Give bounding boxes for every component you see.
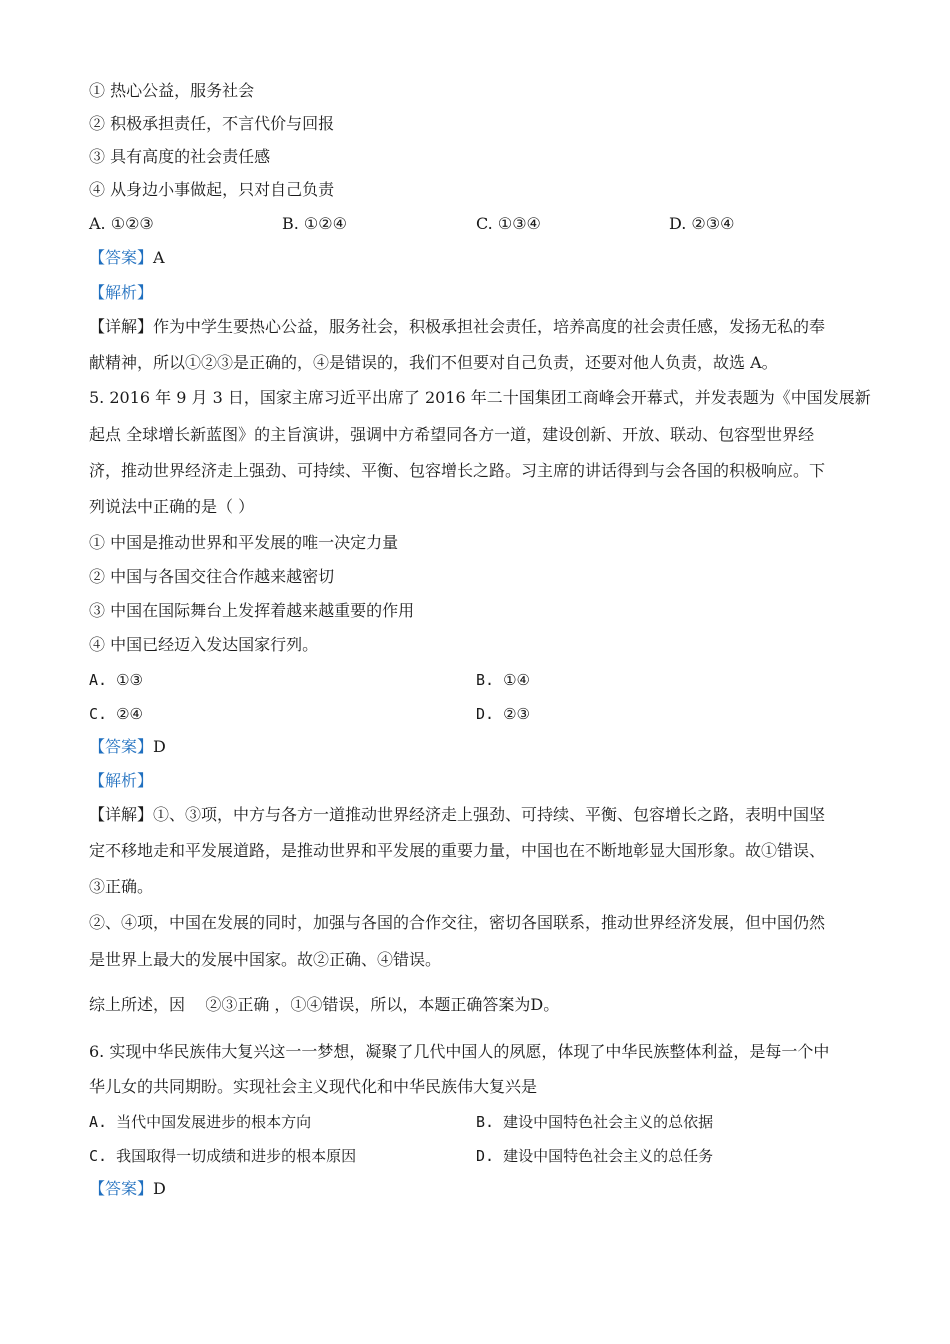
q4-detail-line-1 [89,317,825,337]
q5-detail-line-1 [89,805,825,825]
q5-item-3: ③ 中国在国际舞台上发挥着越来越重要的作用 [89,601,415,620]
answer-tag: 【答案】 [89,248,154,267]
detail-text: ①、③项，中方与各方一道推动世界经济走上强劲、可持续、平衡、包容增长之路，表明中国坚 [153,805,826,824]
q4-option-d: D. ②③④ [669,214,735,233]
q5-analysis-tag: 【解析】 [89,771,154,790]
q6-option-c: C. 我国取得一切成绩和进步的根本原因 [89,1147,357,1165]
answer-tag: 【答案】 [89,737,154,756]
q4-option-a: A. ①②③ [89,214,154,233]
q5-detail-line-3: ③正确。 [89,877,154,896]
q5-option-a: A. ①③ [89,671,143,689]
q4-item-3: ③ 具有高度的社会责任感 [89,147,271,166]
detail-text: 作为中学生要热心公益，服务社会，积极承担社会责任，培养高度的社会责任感，发扬无私的奉 [153,317,826,336]
q6-answer [89,1179,166,1199]
q4-item-4: ④ 从身边小事做起，只对自己负责 [89,180,335,199]
q5-stem-line-3: 济，推动世界经济走上强劲、可持续、平衡、包容增长之路。习主席的讲话得到与会各国的积极响应。下 [89,461,826,480]
answer-value: D [153,737,166,756]
q5-item-2: ② 中国与各国交往合作越来越密切 [89,567,335,586]
q4-option-b: B. ①②④ [282,214,347,233]
q5-item-4: ④ 中国已经迈入发达国家行列。 [89,635,319,654]
q5-answer [89,737,166,757]
q6-option-b: B. 建设中国特色社会主义的总依据 [476,1113,714,1131]
q5-summary: 综上所述，因 ②③正确 ，①④错误，所以，本题正确答案为D。 [89,995,560,1014]
q5-stem-line-4: 列说法中正确的是（ ） [89,497,255,516]
q6-stem-line-1: 6. 实现中华民族伟大复兴这一一梦想，凝聚了几代中国人的夙愿，体现了中华民族整体利益，是每一个中 [89,1042,830,1061]
q5-stem-line-1: 5. 2016 年 9 月 3 日，国家主席习近平出席了 2016 年二十国集团工商峰会开幕式，并发表题为《中国发展新 [89,388,871,407]
q4-analysis-tag: 【解析】 [89,283,154,302]
answer-tag: 【答案】 [89,1179,154,1198]
q4-answer [89,248,165,268]
answer-value: D [153,1179,166,1198]
q5-item-1: ① 中国是推动世界和平发展的唯一决定力量 [89,533,399,552]
q6-option-a: A. 当代中国发展进步的根本方向 [89,1113,312,1131]
q4-option-c: C. ①③④ [476,214,541,233]
q5-detail2-line-1: ②、④项，中国在发展的同时，加强与各国的合作交往，密切各国联系，推动世界经济发展，但中国仍然 [89,913,826,932]
answer-value: A [153,248,165,267]
q6-stem-line-2: 华儿女的共同期盼。实现社会主义现代化和中华民族伟大复兴是 [89,1077,538,1096]
detail-tag: 【详解】 [89,317,154,336]
q5-detail-line-2: 定不移地走和平发展道路，是推动世界和平发展的重要力量，中国也在不断地彰显大国形象。故①错误、 [89,841,826,860]
q5-stem-line-2: 起点 全球增长新蓝图》的主旨演讲，强调中方希望同各方一道，建设创新、开放、联动、包容型世界经 [89,425,815,444]
q6-option-d: D. 建设中国特色社会主义的总任务 [476,1147,714,1165]
q4-item-2: ② 积极承担责任，不言代价与回报 [89,114,335,133]
q5-option-b: B. ①④ [476,671,530,689]
detail-tag: 【详解】 [89,805,154,824]
q4-detail-line-2: 献精神，所以①②③是正确的，④是错误的，我们不但要对自己负责，还要对他人负责，故选 A。 [89,353,778,372]
q5-detail2-line-2: 是世界上最大的发展中国家。故②正确、④错误。 [89,950,442,969]
q5-option-c: C. ②④ [89,705,143,723]
q5-option-d: D. ②③ [476,705,530,723]
q4-item-1: ① 热心公益，服务社会 [89,81,255,100]
